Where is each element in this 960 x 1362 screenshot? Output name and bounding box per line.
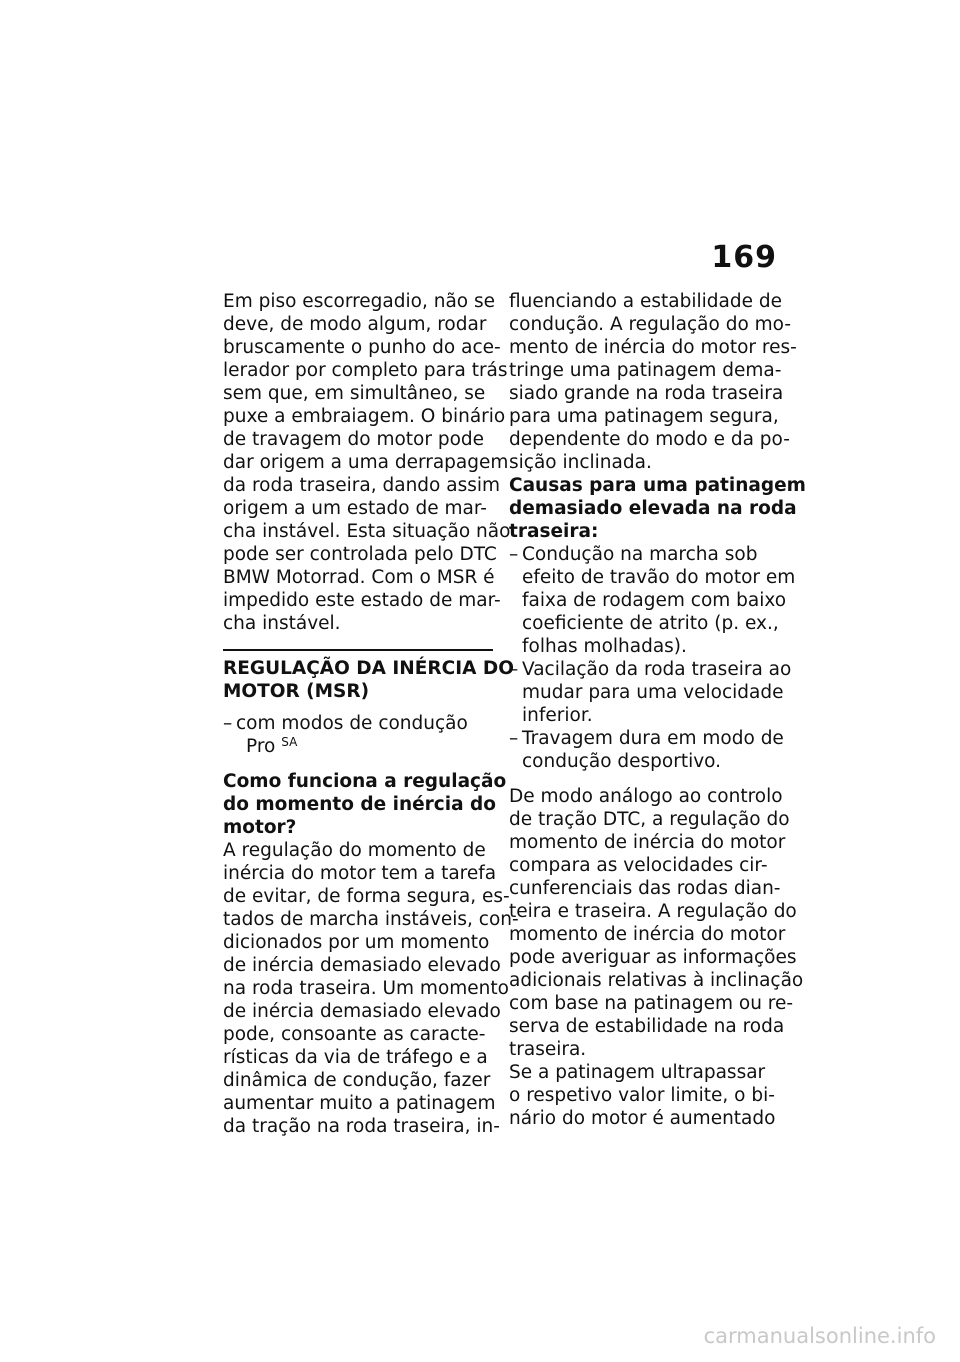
text-line: folhas molhadas). <box>522 636 687 657</box>
text-line <box>236 735 493 758</box>
text-line: pode ser controlada pelo DTC <box>223 544 497 565</box>
causes-list <box>509 543 796 773</box>
heading-line: demasiado elevada na roda <box>509 498 797 519</box>
left-column <box>223 290 519 1138</box>
heading-line: motor? <box>223 817 297 838</box>
heading-line: Causas para uma patinagem <box>509 475 806 496</box>
text-line: efeito de travão do motor em <box>522 567 796 588</box>
text-line: origem a um estado de mar- <box>223 498 487 519</box>
text-line: condução desportivo. <box>522 751 722 772</box>
text-line: coeficiente de atrito (p. ex., <box>522 613 779 634</box>
text-line: de evitar, de forma segura, es- <box>223 886 510 907</box>
text-line: da roda traseira, dando assim <box>223 475 501 496</box>
text-line: momento de inércia do motor <box>509 924 786 945</box>
text-line: cunferenciais das rodas dian- <box>509 878 781 899</box>
text-line: dinâmica de condução, fazer <box>223 1070 491 1091</box>
page-number: 169 <box>711 240 777 275</box>
text-line: lerador por completo para trás <box>223 360 508 381</box>
text-line: rísticas da via de tráfego e a <box>223 1047 488 1068</box>
text-line: traseira. <box>509 1039 587 1060</box>
cause-item <box>509 543 796 658</box>
causes-heading <box>509 474 806 543</box>
text-line: – com modos de condução <box>236 713 468 734</box>
text-line: pode averiguar as informações <box>509 947 797 968</box>
text-line: – Vacilação da roda traseira ao <box>522 659 792 680</box>
text-line: bruscamente o punho do ace- <box>223 337 501 358</box>
text-line: – Travagem dura em modo de <box>522 728 784 749</box>
exceed-paragraph <box>509 1061 781 1130</box>
text-line: o respetivo valor limite, o bi- <box>509 1085 775 1106</box>
text-line: pode, consoante as caracte- <box>223 1024 486 1045</box>
heading-line: traseira: <box>509 521 599 542</box>
right-column <box>509 290 806 1130</box>
how-heading <box>223 770 507 839</box>
text-line: inércia do motor tem a tarefa <box>223 863 497 884</box>
section-title-line: REGULAÇÃO DA INÉRCIA DO <box>223 658 514 679</box>
text-line: BMW Motorrad. Com o MSR é <box>223 567 495 588</box>
text-line: aumentar muito a patinagem <box>223 1093 496 1114</box>
text-line: de inércia demasiado elevado <box>223 955 501 976</box>
text-line: cha instável. Esta situação não <box>223 521 511 542</box>
text-line: puxe a embraiagem. O binário <box>223 406 506 427</box>
text-line: tringe uma patinagem dema- <box>509 360 782 381</box>
text-line: mento de inércia do motor res- <box>509 337 797 358</box>
text-line: De modo análogo ao controlo <box>509 786 783 807</box>
text-line: nário do motor é aumentado <box>509 1108 776 1129</box>
analog-paragraph <box>509 785 804 1061</box>
cause-item <box>509 658 792 727</box>
text-line: condução. A regulação do mo- <box>509 314 792 335</box>
how-paragraph <box>223 839 519 1138</box>
text-line: A regulação do momento de <box>223 840 486 861</box>
option-superscript: SA <box>281 735 298 749</box>
text-line: – Condução na marcha sob <box>522 544 758 565</box>
text-line: tados de marcha instáveis, con- <box>223 909 519 930</box>
option-pro-label: Pro <box>246 736 276 757</box>
text-line: Em piso escorregadio, não se <box>223 291 496 312</box>
text-line: dar origem a uma derrapagem <box>223 452 509 473</box>
text-line: momento de inércia do motor <box>509 832 786 853</box>
text-line: teira e traseira. A regulação do <box>509 901 797 922</box>
section-title <box>223 649 514 703</box>
text-line: fluenciando a estabilidade de <box>509 291 783 312</box>
section-title-line: MOTOR (MSR) <box>223 681 370 702</box>
heading-line: Como funciona a regulação <box>223 771 507 792</box>
text-line: dependente do modo e da po- <box>509 429 790 450</box>
text-line: serva de estabilidade na roda <box>509 1016 785 1037</box>
text-line: impedido este estado de mar- <box>223 590 501 611</box>
cause-item <box>509 727 784 773</box>
text-line: Se a patinagem ultrapassar <box>509 1062 766 1083</box>
watermark: carmanualsonline.info <box>703 1324 936 1348</box>
text-line: deve, de modo algum, rodar <box>223 314 487 335</box>
text-line: inferior. <box>522 705 593 726</box>
text-line: sição inclinada. <box>509 452 652 473</box>
text-line: faixa de rodagem com baixo <box>522 590 787 611</box>
text-line: cha instável. <box>223 613 341 634</box>
text-line: de travagem do motor pode <box>223 429 485 450</box>
text-line: na roda traseira. Um momento <box>223 978 509 999</box>
option-list <box>223 712 493 758</box>
text-line: para uma patinagem segura, <box>509 406 779 427</box>
intro-paragraph <box>223 290 511 635</box>
text-line: dicionados por um momento <box>223 932 490 953</box>
heading-line: do momento de inércia do <box>223 794 496 815</box>
text-line: de inércia demasiado elevado <box>223 1001 501 1022</box>
text-line: adicionais relativas à inclinação <box>509 970 804 991</box>
stability-paragraph <box>509 290 797 474</box>
text-line: com base na patinagem ou re- <box>509 993 794 1014</box>
option-item <box>223 712 493 758</box>
text-line: mudar para uma velocidade <box>522 682 784 703</box>
text-line: da tração na roda traseira, in- <box>223 1116 500 1137</box>
text-line: compara as velocidades cir- <box>509 855 768 876</box>
text-line: de tração DTC, a regulação do <box>509 809 790 830</box>
text-line: siado grande na roda traseira <box>509 383 784 404</box>
text-line: sem que, em simultâneo, se <box>223 383 486 404</box>
